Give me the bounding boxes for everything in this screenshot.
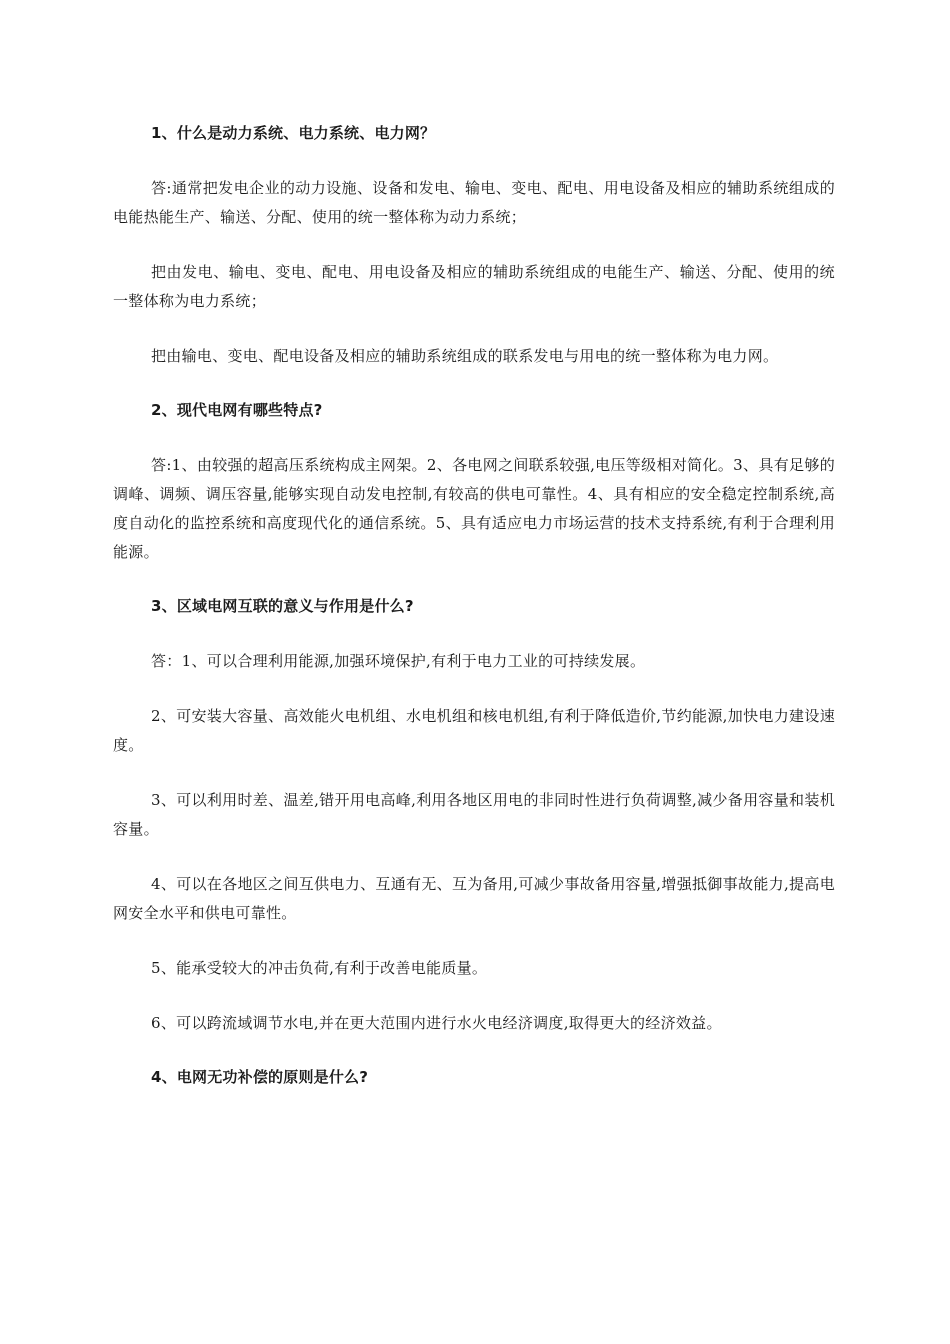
answer-paragraph: 答：1、可以合理利用能源,加强环境保护,有利于电力工业的可持续发展。	[151, 652, 646, 670]
answer-paragraph: 答:通常把发电企业的动力设施、设备和发电、输电、变电、配电、用电设备及相应的辅助系统组成的电能热能生产、输送、分配、使用的统一整体称为动力系统；	[113, 179, 835, 226]
section-3	[113, 593, 835, 1038]
answer-paragraph: 3、可以利用时差、温差,错开用电高峰,利用各地区用电的非同时性进行负荷调整,减少备用容量和装机容量。	[113, 791, 835, 838]
answer-paragraph: 2、可安装大容量、高效能火电机组、水电机组和核电机组,有利于降低造价,节约能源,加快电力建设速度。	[113, 707, 835, 754]
question-heading: 4、电网无功补偿的原则是什么?	[151, 1068, 369, 1086]
answer-paragraph: 4、可以在各地区之间互供电力、互通有无、互为备用,可减少事故备用容量,增强抵御事故能力,提高电网安全水平和供电可靠性。	[113, 875, 835, 922]
question-heading: 2、现代电网有哪些特点?	[151, 401, 323, 419]
question-heading: 1、什么是动力系统、电力系统、电力网？	[151, 124, 436, 142]
section-4	[113, 1064, 835, 1090]
question-heading: 3、区域电网互联的意义与作用是什么?	[151, 597, 414, 615]
answer-paragraph: 把由发电、输电、变电、配电、用电设备及相应的辅助系统组成的电能生产、输送、分配、使用的统一整体称为电力系统；	[113, 263, 835, 310]
document-page	[113, 120, 835, 1118]
section-2	[113, 397, 835, 567]
answer-paragraph: 5、能承受较大的冲击负荷,有利于改善电能质量。	[151, 959, 488, 977]
answer-paragraph: 答:1、由较强的超高压系统构成主网架。2、各电网之间联系较强,电压等级相对简化。3、具有足够的调峰、调频、调压容量,能够实现自动发电控制,有较高的供电可靠性。4、具有相应的安全稳定控制系统,高度自动化的监控系统和高度现代化的通信系统。5、具有适应电力市场运营的技术支持系统,有利于合理利用能源。	[113, 456, 835, 561]
answer-paragraph: 把由输电、变电、配电设备及相应的辅助系统组成的联系发电与用电的统一整体称为电力网。	[151, 347, 779, 365]
section-1	[113, 120, 835, 371]
answer-paragraph: 6、可以跨流域调节水电,并在更大范围内进行水火电经济调度,取得更大的经济效益。	[151, 1014, 722, 1032]
